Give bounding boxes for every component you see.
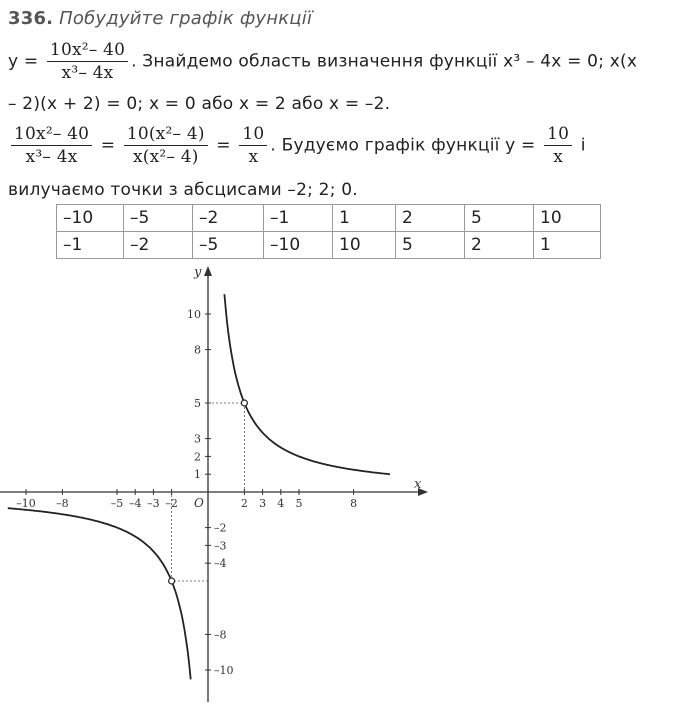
problem-title [8,8,312,29]
table-cell: –10 [57,205,124,232]
hyperbola-branch-positive [224,294,390,474]
target-fraction [544,124,572,167]
x-tick-label: 4 [277,497,285,510]
excluded-point [169,578,175,584]
y-tick-label: 3 [194,432,201,446]
x-tick-label: 2 [240,497,248,510]
x-tick-label: 8 [350,497,358,510]
y-tick-label: 1 [194,468,201,482]
y-tick-label: 8 [194,343,201,357]
fraction-numerator: 10x²– 40 [11,124,92,146]
table-cell: 1 [534,232,601,259]
table-cell: 10 [333,232,396,259]
hyperbola-branch-negative [8,508,191,679]
y-tick-label: –8 [214,628,227,642]
table-cell: 2 [396,205,465,232]
solution-line-2 [8,94,390,114]
y-tick-label: –10 [214,664,234,677]
y-axis-label: y [194,265,202,280]
x-tick-label: –4 [128,497,142,510]
y-equals: y = [8,51,39,72]
y-tick-label: 2 [194,450,201,464]
table-cell: –1 [57,232,124,259]
problem-number: 336. [8,8,54,29]
y-tick-label: –4 [214,557,227,571]
solution-line-4 [8,180,358,200]
fraction-denominator: x(x²– 4) [132,147,199,167]
fraction-denominator: x³– 4x [61,63,114,83]
table-cell: 5 [396,232,465,259]
fraction-denominator: x³– 4x [25,147,78,167]
table-cell: 2 [465,232,534,259]
x-tick-label: 5 [295,497,303,510]
fraction-denominator: x [248,147,259,167]
hyperbola-graph [0,262,440,712]
problem-statement: Побудуйте графік функції [59,8,313,29]
table-cell: –2 [193,205,264,232]
simplify-fraction-2 [124,124,208,167]
function-fraction [47,40,128,83]
domain-text: . Знайдемо область визначення функції x³ – 4x = 0; x(x [131,51,638,72]
fraction-numerator: 10 [544,124,572,146]
table-cell: –5 [124,205,193,232]
excluded-point [241,400,247,406]
y-tick-label: 10 [187,308,201,321]
table-cell: –10 [264,232,333,259]
fraction-numerator: 10 [239,124,267,146]
y-tick-label: 5 [194,397,201,410]
table-row-y [57,232,601,259]
roots-text: – 2)(x + 2) = 0; x = 0 або x = 2 або x = –2. [8,94,391,114]
y-tick-label: –3 [214,539,227,553]
table-cell: 1 [333,205,396,232]
fraction-denominator: x [553,147,564,167]
x-axis-label: x [414,477,422,492]
x-tick-label: –2 [165,497,178,510]
x-tick-label: –10 [16,497,36,510]
table-cell: 10 [534,205,601,232]
table-cell: –1 [264,205,333,232]
exclude-points-text: вилучаємо точки з абсцисами –2; 2; 0. [8,180,358,200]
equals-sign: = [100,135,116,156]
simplify-fraction-3 [239,124,267,167]
x-tick-label: –5 [110,497,124,510]
conjunction-i: і [580,135,586,156]
solution-line-3 [8,124,586,167]
y-axis-arrow [204,266,212,276]
values-table [56,204,601,259]
table-cell: 5 [465,205,534,232]
x-tick-label: 3 [259,497,267,510]
x-tick-label: –8 [56,497,69,510]
table-cell: –5 [193,232,264,259]
table-cell: –2 [124,232,193,259]
table-row-x [57,205,601,232]
equals-sign: = [216,135,231,156]
origin-label: O [194,496,204,510]
fraction-numerator: 10(x²– 4) [124,124,208,146]
build-text: . Будуємо графік функції y = [270,135,536,156]
y-tick-label: –2 [214,521,227,535]
solution-line-1 [8,40,637,83]
fraction-numerator: 10x²– 40 [47,40,128,62]
x-tick-label: –3 [147,497,160,510]
simplify-fraction-1 [11,124,92,167]
